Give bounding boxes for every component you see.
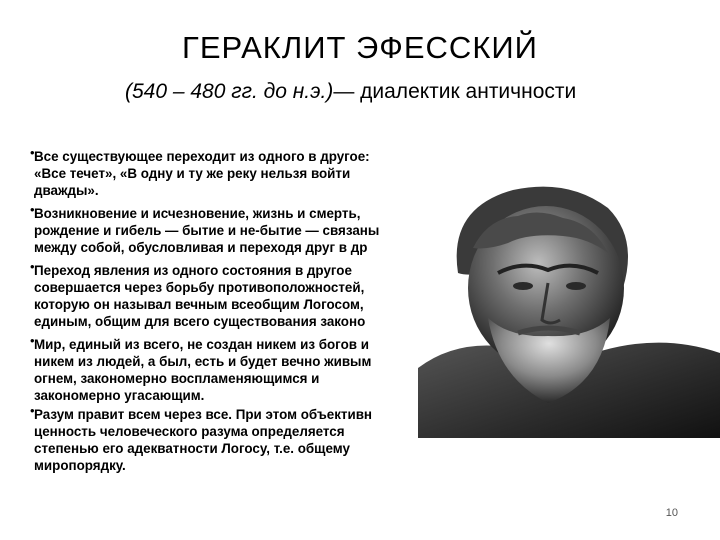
bullet-text-line: огнем, закономерно воспламеняющимся и xyxy=(34,371,320,386)
bullet-text-line: рождение и гибель — бытие и не-бытие — связаны xyxy=(34,223,380,238)
bullet-text-line: совершается через борьбу противоположностей, xyxy=(34,280,365,295)
bullet-text-line: Переход явления из одного состояния в другое xyxy=(34,263,352,278)
bullet-text-line: миропорядку. xyxy=(34,458,126,473)
bullet-text-line: Все существующее переходит из одного в другое: xyxy=(34,149,370,164)
bullet-text-line: дважды». xyxy=(34,183,99,198)
bullet-text-line: Мир, единый из всего, не создан никем из богов и xyxy=(34,337,369,352)
slide-title: ГЕРАКЛИТ ЭФЕССКИЙ xyxy=(182,30,538,65)
bullet-text-line: никем из людей, а был, есть и будет вечно живым xyxy=(34,354,372,369)
bullet-marker: • xyxy=(30,259,35,274)
bullet-list xyxy=(0,145,720,488)
bullet-marker: • xyxy=(30,333,35,348)
bullet-text-line: между собой, обусловливая и переходя друг в др xyxy=(34,240,368,255)
page-number: 10 xyxy=(665,507,678,519)
subtitle-description: — диалектик античности xyxy=(333,80,577,103)
bullet-marker: • xyxy=(30,145,35,160)
bullet-text-line: Возникновение и исчезновение, жизнь и смерть, xyxy=(34,206,361,221)
bullet-marker: • xyxy=(30,202,35,217)
subtitle-dates: (540 – 480 гг. до н.э.) xyxy=(125,80,334,103)
bullet-text-line: закономерно угасающим. xyxy=(34,388,205,403)
bullet-text-line: Разум правит всем через все. При этом объективн xyxy=(34,407,373,422)
bullet-text-line: единым, общим для всего существования законо xyxy=(34,314,366,329)
bullet-marker: • xyxy=(30,403,35,418)
bullet-text-line: «Все течет», «В одну и ту же реку нельзя войти xyxy=(34,166,351,181)
bullet-text-line: которую он называл вечным всеобщим Логосом, xyxy=(34,297,364,312)
slide-subtitle xyxy=(125,80,705,104)
bullet-text-line: степенью его адекватности Логосу, т.е. общему xyxy=(34,441,350,456)
bullet-text-line: ценность человеческого разума определяется xyxy=(34,424,345,439)
